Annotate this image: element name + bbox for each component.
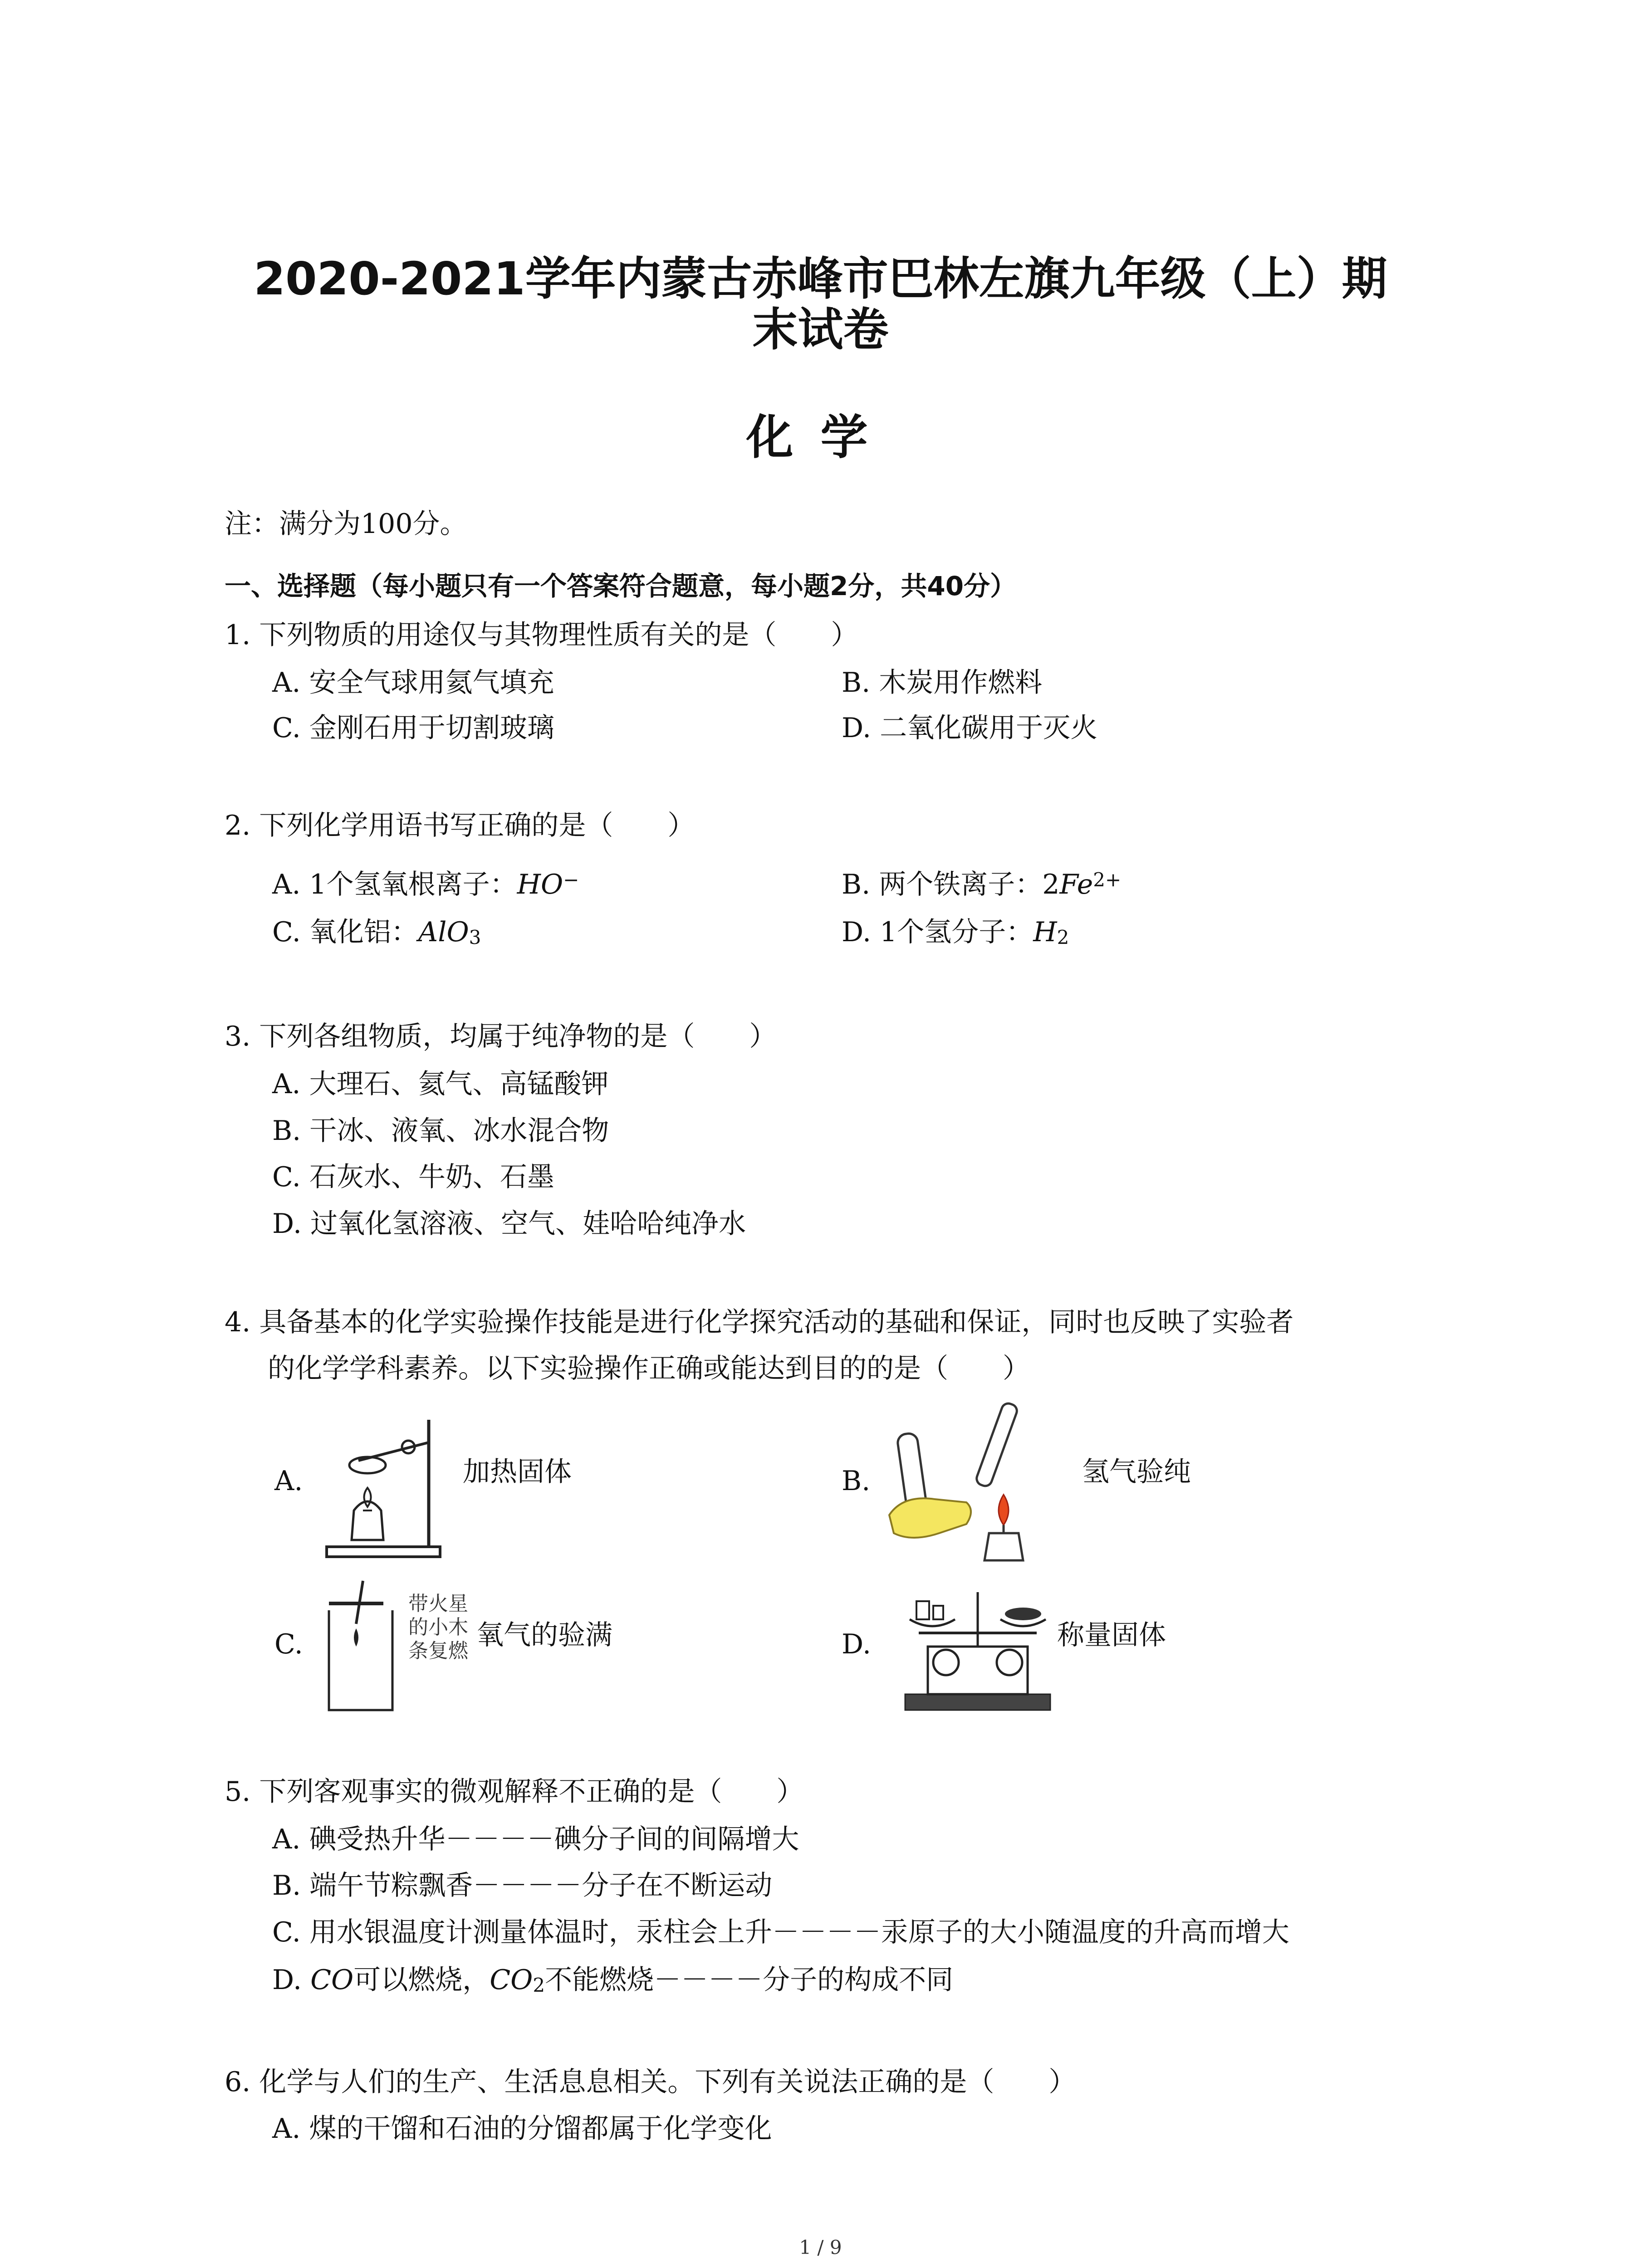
q5-d-subscript: 2 [533,1974,545,1996]
q4-option-c-text: 氧气的验满 [476,1619,612,1651]
fig-caption-line3: 条复燃 [408,1639,468,1662]
question-5-stem: 5. 下列客观事实的微观解释不正确的是（ ） [225,1776,804,1808]
q5-option-c: C. 用水银温度计测量体温时，汞柱会上升－－－－汞原子的大小随温度的升高而增大 [272,1916,1289,1948]
q3-option-b: B. 干冰、液氧、冰水混合物 [272,1115,609,1147]
q2-c-subscript: 3 [469,926,481,948]
oxygen-figure-caption [408,1592,468,1663]
heating-solid-apparatus-figure [318,1402,449,1565]
q4-option-a-text: 加热固体 [463,1456,572,1488]
section-heading: 一、选择题（每小题只有一个答案符合题意，每小题2分，共40分） [225,571,1017,601]
q2-c-formula: AlO [418,916,469,948]
question-4-stem-line1: 4. 具备基本的化学实验操作技能是进行化学探究活动的基础和保证，同时也反映了实验者 [225,1306,1294,1338]
q2-option-c [272,916,481,948]
note: 注：满分为100分。 [225,508,467,540]
q1-option-b: B. 木炭用作燃料 [842,667,1043,699]
hydrogen-purity-test-figure [885,1397,1066,1569]
q5-d-end: 不能燃烧－－－－分子的构成不同 [545,1964,954,1996]
fig-caption-line2: 的小木 [408,1616,468,1639]
q1-option-a: A. 安全气球用氦气填充 [272,667,554,699]
page-number: 1 / 9 [799,2236,842,2258]
oxygen-collection-test-figure [320,1579,402,1715]
title-line-2: 末试卷 [752,303,889,356]
q2-c-text: C. 氧化铝： [272,916,418,948]
question-2-stem: 2. 下列化学用语书写正确的是（ ） [225,810,695,841]
question-1-stem: 1. 下列物质的用途仅与其物理性质有关的是（ ） [225,619,858,651]
fig-caption-line1: 带火星 [408,1592,468,1615]
q1-option-d: D. 二氧化碳用于灭火 [842,712,1098,744]
q1-option-c: C. 金刚石用于切割玻璃 [272,712,554,744]
q4-option-a-label: A. [274,1465,303,1497]
q5-option-a: A. 碘受热升华－－－－碘分子间的间隔增大 [272,1823,799,1855]
q2-a-formula: HO [517,869,563,900]
q2-option-b [842,869,1121,900]
q5-d-formula-co: CO [310,1964,354,1996]
q2-a-charge: − [563,869,579,891]
q2-d-text: D. 1个氢分子： [842,916,1034,948]
q5-d-mid: 可以燃烧， [353,1964,490,1996]
q6-option-a: A. 煤的干馏和石油的分馏都属于化学变化 [272,2113,772,2145]
q4-option-d-label: D. [842,1628,872,1660]
q4-option-b-label: B. [842,1465,871,1497]
question-3-stem: 3. 下列各组物质，均属于纯净物的是（ ） [225,1021,777,1052]
q2-option-a [272,869,579,900]
q4-option-b-text: 氢气验纯 [1082,1456,1191,1488]
title-line-1: 2020-2021学年内蒙古赤峰市巴林左旗九年级（上）期 [254,252,1387,305]
q4-option-c-label: C. [274,1628,303,1660]
q2-b-text: B. 两个铁离子：2 [842,869,1060,900]
subject-title: 化学 [746,410,895,465]
q5-d-label: D. [272,1964,311,1996]
q3-option-c: C. 石灰水、牛奶、石墨 [272,1161,554,1193]
q2-b-formula: Fe [1059,869,1093,900]
q5-option-b: B. 端午节粽飘香－－－－分子在不断运动 [272,1870,773,1901]
q2-a-text: A. 1个氢氧根离子： [272,869,517,900]
q5-option-d [272,1964,953,1996]
q3-option-a: A. 大理石、氦气、高锰酸钾 [272,1068,609,1100]
q2-b-charge: 2+ [1093,869,1122,891]
balance-scale-figure [901,1579,1055,1715]
question-4-stem-line2: 的化学学科素养。以下实验操作正确或能达到目的的是（ ） [268,1353,1030,1384]
q2-option-d [842,916,1069,948]
question-6-stem: 6. 化学与人们的生产、生活息息相关。下列有关说法正确的是（ ） [225,2066,1076,2098]
q3-option-d: D. 过氧化氢溶液、空气、娃哈哈纯净水 [272,1208,746,1240]
q2-d-subscript: 2 [1057,926,1069,948]
q5-d-formula-co2: CO [490,1964,533,1996]
q2-d-formula: H [1033,916,1057,948]
q4-option-d-text: 称量固体 [1057,1619,1166,1651]
